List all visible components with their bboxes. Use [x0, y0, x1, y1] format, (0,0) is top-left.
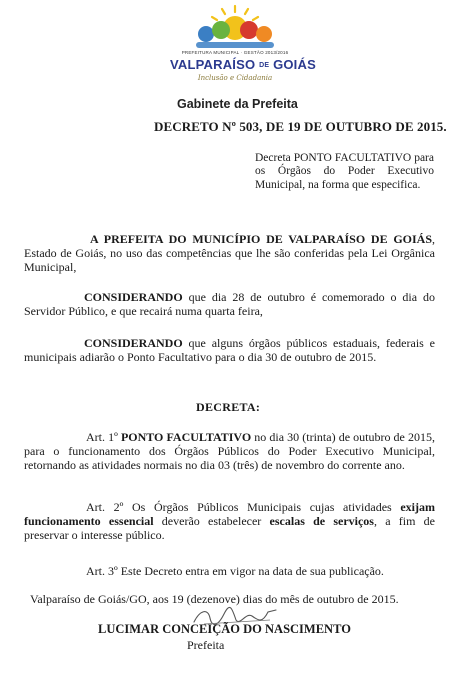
article-1: [24, 430, 435, 472]
art2-bold1: exijam funcionamento essencial: [24, 500, 435, 528]
considerando2-rest: que alguns órgãos públicos estaduais, federais e municipais adiarão o Ponto Facultativo para o dia 30 de outubro de 2015.: [24, 336, 435, 364]
preamble-rest: , Estado de Goiás, no uso das competências que lhe são conferidas pela Lei Orgânica Municipal,: [24, 232, 435, 274]
decree-title: DECRETO Nº 503, DE 19 DE OUTUBRO DE 2015.: [154, 119, 447, 134]
art3-text: Art. 3º Este Decreto entra em vigor na data de sua publicação.: [86, 564, 384, 578]
art1-lead: Art. 1º: [86, 430, 121, 444]
art1-bold: PONTO FACULTATIVO: [120, 430, 252, 444]
art2-bold2: escalas de serviços: [269, 514, 374, 528]
article-2: [24, 500, 435, 542]
brand-end: GOIÁS: [273, 57, 316, 72]
decree-summary: Decreta PONTO FACULTATIVO para os Órgãos do Poder Executivo Municipal, na forma que especifica.: [255, 152, 434, 191]
considerando1-bold: CONSIDERANDO: [84, 290, 183, 304]
signer-role: Prefeita: [187, 638, 225, 652]
signer-name: LUCIMAR CONCEIÇÃO DO NASCIMENTO: [98, 622, 351, 636]
art2-mid: deverão estabelecer: [153, 514, 270, 528]
logo-tagline: Inclusão e Cidadania: [197, 74, 273, 82]
sun-people-logo-icon: [192, 4, 278, 50]
municipality-logo: [170, 4, 316, 96]
office-heading: Gabinete da Prefeita: [177, 97, 298, 111]
art1-rest: no dia 30 (trinta) de outubro de 2015, para o funcionamento dos Órgãos Públicos do Poder Executivo Municipal, retornando as atividades normais no dia 03 (três) de novembro do corrente ano.: [24, 430, 435, 472]
preamble-bold: A PREFEITA DO MUNICÍPIO DE VALPARAÍSO DE GOIÁS: [90, 232, 432, 246]
brand-main: VALPARAÍSO: [170, 57, 256, 72]
logo-administration-line: PREFEITURA MUNICIPAL · GESTÃO 2013/2016: [181, 50, 289, 55]
preamble-paragraph: [24, 232, 435, 274]
logo-brand-name: [170, 57, 316, 72]
closing-line: Valparaíso de Goiás/GO, aos 19 (dezenove) dias do mês de outubro de 2015.: [30, 592, 399, 606]
considerando2-bold: CONSIDERANDO: [84, 336, 183, 350]
art2-rest: , a fim de preservar o interesse público.: [24, 514, 435, 542]
considerando-paragraph-2: [24, 336, 435, 364]
art2-lead: Art. 2º Os Órgãos Públicos Municipais cujas atividades: [86, 500, 401, 514]
article-3: [24, 564, 435, 578]
considerando1-rest: que dia 28 de outubro é comemorado o dia do Servidor Público, e que recairá numa quarta feira,: [24, 290, 435, 318]
brand-de: DE: [259, 62, 270, 69]
considerando-paragraph-1: [24, 290, 435, 318]
decreta-heading: DECRETA:: [196, 400, 261, 414]
